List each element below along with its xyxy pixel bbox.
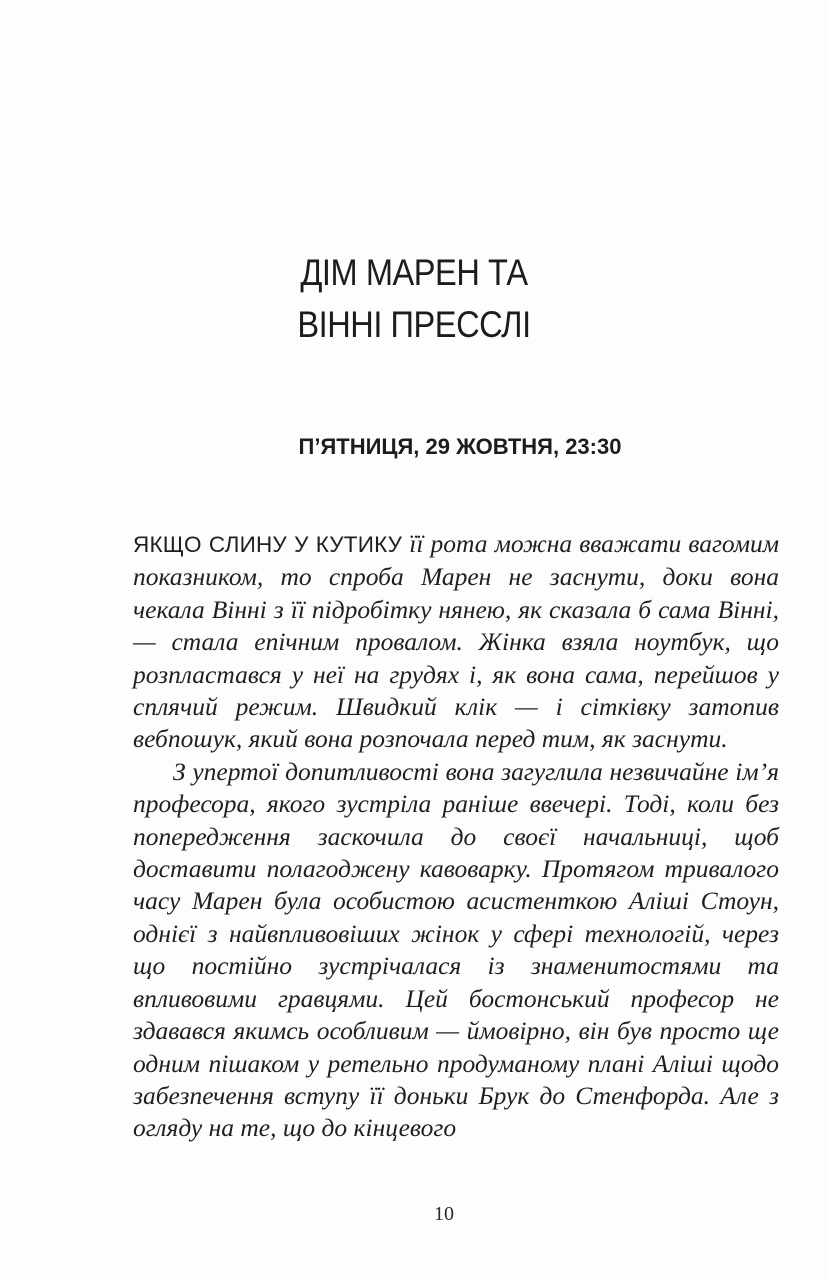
page-number: 10	[434, 1203, 454, 1225]
paragraph-2: З упертої допитливості вона загуглила незвичайне ім’я професора, якого зустріла раніше ввечері. Тоді, коли без попередження заскочила до своєї начальниці, щоб доставити полагоджену кавоварку. Протягом тривалого часу Марен була особистою асистенткою Аліші Стоун, однієї з найвпливовіших жінок у сфері технологій, через що постійно зустрічалася із знаменитостями та впливовими гравцями. Цей бостонський професор не здавався якимсь особливим — ймовірно, він був просто ще одним пішаком у ретельно продуманому плані Аліші щодо забезпечення вступу її доньки Брук до Стенфорда. Але з огляду на те, що до кінцевого	[133, 756, 779, 1143]
chapter-title	[50, 247, 779, 351]
body-text	[133, 528, 779, 1145]
paragraph-1-text: її рота можна вважати вагомим показником, то спроба Марен не заснути, доки вона чекала Вінні з її підробітку нянею, як сказала б сама Вінні, — стала епічним провалом. Жінка взяла ноутбук, що розпластався у неї на грудях і, як вона сама, перейшов у сплячий режим. Швидкий клік — і сітківку затопив вебпошук, який вона розпочала перед тим, як заснути.	[133, 529, 779, 754]
paragraph-1	[133, 528, 779, 756]
paragraph-1-lead: ЯКЩО СЛИНУ У КУТИКУ	[133, 532, 403, 557]
section-timestamp: П’ЯТНИЦЯ, 29 ЖОВТНЯ, 23:30	[298, 434, 622, 459]
chapter-title-line-1: ДІМ МАРЕН ТА	[300, 251, 528, 293]
chapter-title-line-2: ВІННІ ПРЕССЛІ	[297, 303, 531, 345]
